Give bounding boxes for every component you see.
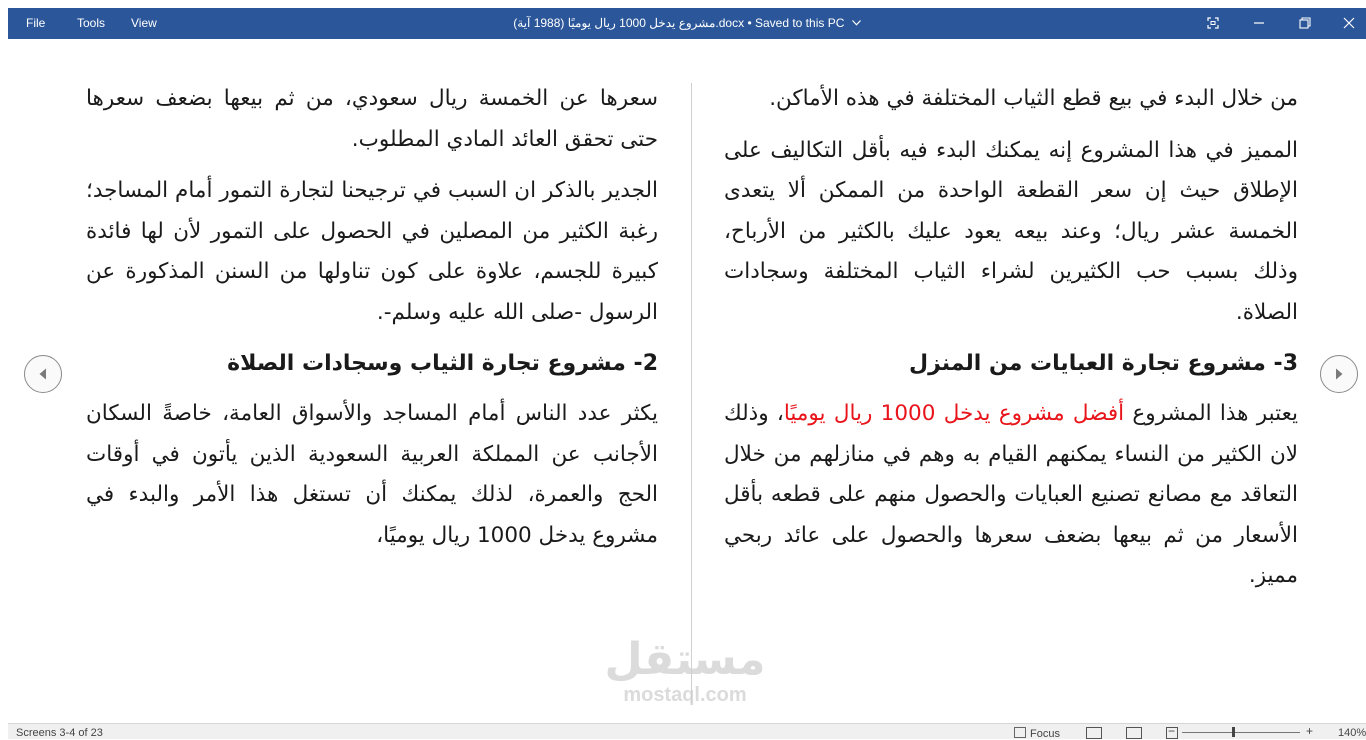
paragraph: يكثر عدد الناس أمام المساجد والأسواق العامة، خاصةً السكان الأجانب عن المملكة العربية السعودية الذين يأتون في أوقات الحج والعمرة، لذلك يمكنك أن تستغل هذا الأمر والبدء في مشروع يدخل 1000 ريال يوميًا، — [86, 401, 658, 548]
focus-mode-icon[interactable] — [1198, 12, 1228, 34]
save-status: Saved to this PC — [754, 16, 845, 30]
title-separator: • — [747, 16, 752, 30]
menu-view[interactable]: View — [131, 16, 157, 30]
paragraph: المميز في هذا المشروع إنه يمكنك البدء فيه بأقل التكاليف على الإطلاق حيث إن سعر القطعة الواحدة من الممكن ألا يتعدى الخمسة عشر ريال؛ وعند بيعه يعود عليك بالكثير من الأرباح، وذلك بسبب حب الكثيرين لشراء الثياب المختلفة وسجادات الصلاة. — [724, 137, 1298, 325]
print-layout-icon[interactable] — [1126, 727, 1142, 739]
focus-button[interactable] — [1014, 727, 1060, 740]
paragraph: الجدير بالذكر ان السبب في ترجيحنا لتجارة التمور أمام المساجد؛ رغبة الكثير من المصلين في الحصول على التمور لأن لها فائدة كبيرة للجسم، علاوة على كون تناولها من السنن المذكورة عن الرسول -صلى الله عليه وسلم-. — [86, 178, 658, 325]
section-heading: 3- مشروع تجارة العبايات من المنزل — [909, 351, 1298, 376]
close-icon[interactable] — [1334, 12, 1364, 34]
watermark-arabic: مستقل — [604, 634, 766, 685]
watermark-logo — [590, 636, 780, 706]
minimize-icon[interactable] — [1244, 12, 1274, 34]
zoom-slider[interactable] — [1182, 732, 1300, 733]
zoom-slider-thumb[interactable] — [1232, 727, 1235, 737]
focus-label: Focus — [1030, 728, 1060, 740]
arrow-right-icon — [1332, 367, 1346, 381]
paragraph: من خلال البدء في بيع قطع الثياب المختلفة في هذه الأماكن. — [769, 86, 1298, 111]
left-column — [86, 79, 658, 567]
zoom-in-button[interactable]: + — [1306, 724, 1314, 738]
restore-icon[interactable] — [1290, 12, 1320, 34]
status-bar — [8, 723, 1366, 739]
read-mode-icon[interactable] — [1086, 727, 1102, 739]
column-divider — [691, 83, 692, 703]
arrow-left-icon — [36, 367, 50, 381]
zoom-level[interactable]: 140% — [1338, 727, 1366, 739]
paragraph: سعرها عن الخمسة ريال سعودي، من ثم بيعها بضعف سعرها حتى تحقق العائد المادي المطلوب. — [86, 86, 658, 152]
paragraph — [724, 394, 1298, 597]
title-bar — [8, 8, 1366, 39]
section-heading: 2- مشروع تجارة الثياب وسجادات الصلاة — [227, 351, 658, 376]
previous-screen-button[interactable] — [24, 355, 62, 393]
screen-counter: Screens 3-4 of 23 — [16, 727, 103, 739]
document-filename: مشروع يدخل 1000 ريال يوميًا (1988 آية).docx — [513, 16, 745, 30]
chevron-down-icon[interactable] — [852, 19, 861, 30]
paragraph-text: ، وذلك لان الكثير من النساء يمكنهم القيام به وهم في منازلهم من خلال التعاقد مع مصانع تصنيع العبايات والحصول منهم على قطعه بأقل الأسعار من ثم بيعها بضعف سعرها والحصول على عائد ربحي مميز. — [724, 401, 1298, 588]
document-title[interactable] — [8, 16, 1366, 30]
watermark-latin: mostaql.com — [623, 684, 747, 706]
zoom-out-button[interactable]: − — [1168, 724, 1176, 738]
highlighted-link-text[interactable]: أفضل مشروع يدخل 1000 ريال يوميًا — [783, 401, 1125, 426]
focus-icon — [1014, 727, 1026, 738]
paragraph-text: يعتبر هذا المشروع — [1124, 401, 1298, 426]
document-page — [8, 39, 1366, 723]
right-column — [724, 79, 1298, 608]
next-screen-button[interactable] — [1320, 355, 1358, 393]
menu-file[interactable]: File — [26, 16, 46, 30]
menu-tools[interactable]: Tools — [77, 16, 106, 30]
